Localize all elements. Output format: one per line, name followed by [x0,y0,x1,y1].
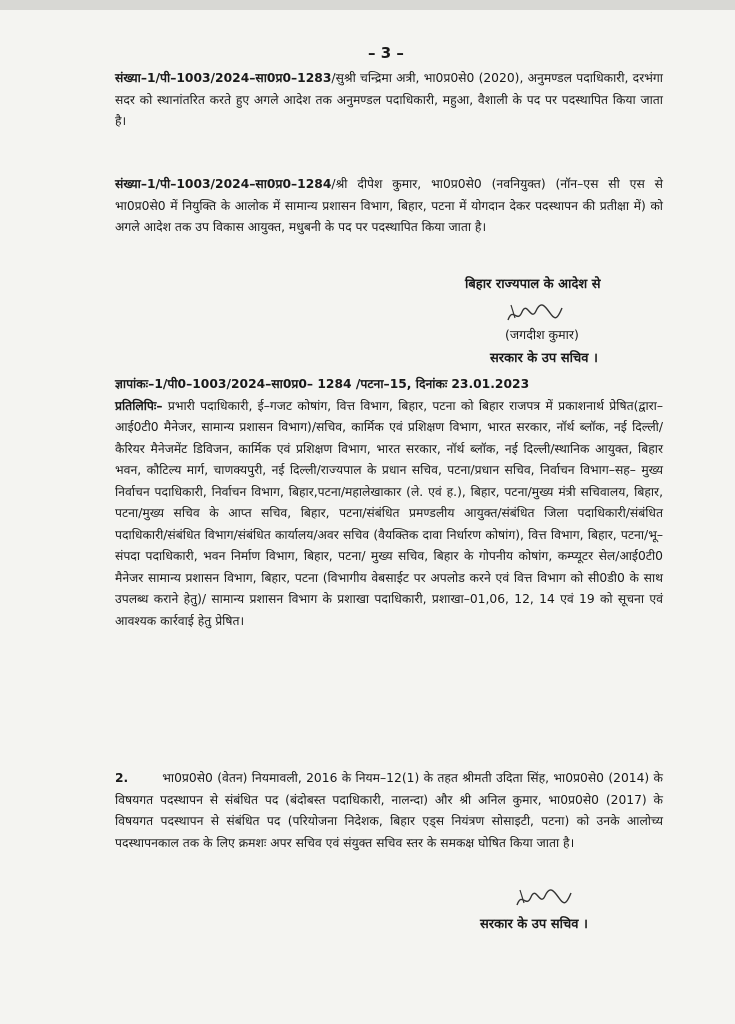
signature-mark [505,300,565,328]
paragraph-2-text: भा0प्र0से0 (वेतन) नियमावली, 2016 के नियम–12(1) के तहत श्रीमती उदिता सिंह, भा0प्र0से0 (2014) के विषयगत पदस्थापन से संबंधित पद (बंदोबस्त पदाधिकारी, नालन्दा) और श्री अनिल कुमार, भा0प्र0से0 (2017) के विषयगत पदस्थापन से संबंधित पद (परियोजना निदेशक, बिहार एड्स नियंत्रण सोसाइटी, पटना) को उनके आलोच्य पदस्थापनकाल तक के लिए क्रमशः अपर सचिव एवं संयुक्त सचिव स्तर के समकक्ष घोषित किया जाता है। [115,771,663,850]
authority-line: बिहार राज्यपाल के आदेश से [465,277,601,292]
copy-label: प्रतिलिपिः– [115,398,163,413]
designation-1: सरकार के उप सचिव । [490,351,598,366]
memo-date: 23.01.2023 [451,377,530,391]
memo-reference: ज्ञापांकः–1/पी0–1003/2024–सा0प्र0– 1284 /पटना–15, दिनांकः [115,377,448,391]
page-number: – 3 – [368,44,404,62]
paragraph-2 [115,768,663,854]
designation-2: सरकार के उप सचिव । [480,917,588,932]
order-1-text: /सुश्री चन्द्रिमा अत्री, भा0प्र0से0 (2020), अनुमण्डल पदाधिकारी, दरभंगा सदर को स्थानांतरित करते हुए अगले आदेश तक अनुमण्डल पदाधिकारी, महुआ, वैशाली के पद पर पदस्थापित किया जाता है। [115,71,663,128]
copy-text: प्रभारी पदाधिकारी, ई–गजट कोषांग, वित्त विभाग, बिहार, पटना को बिहार राजपत्र में प्रकाशनार्थ प्रेषित(द्वारा–आई0टी0 मैनेजर, सामान्य प्रशासन विभाग)/सचिव, कार्मिक एवं प्रशिक्षण विभाग, भारत सरकार, नॉर्थ ब्लॉक, नई दिल्ली/कैरियर मैनेजमेंट डिविजन, कार्मिक एवं प्रशिक्षण विभाग, भारत सरकार, नॉर्थ ब्लॉक, नई दिल्ली/स्थानिक आयुक्त, बिहार भवन, कौटिल्य मार्ग, चाणक्यपुरी, नई दिल्ली/राज्यपाल के प्रधान सचिव, पटना/प्रधान सचिव, निर्वाचन विभाग–सह– मुख्य निर्वाचन पदाधिकारी, निर्वाचन विभाग, बिहार,पटना/महालेखाकार (ले. एवं ह.), बिहार, पटना/मुख्य मंत्री सचिवालय, बिहार, पटना/मुख्य सचिव के आप्त सचिव, बिहार, पटना/संबंधित प्रमण्डलीय आयुक्त/संबंधित जिला पदाधिकारी/संबंधित पदाधिकारी/संबंधित विभाग/संबंधित कार्यालय/अवर सचिव (वैयक्तिक दावा निर्धारण कोषांग), वित्त विभाग, बिहार, पटना/भू–संपदा पदाधिकारी, भवन निर्माण विभाग, बिहार, पटना/ मुख्य सचिव, बिहार के गोपनीय कोषांग, कम्प्यूटर सेल/आई0टी0 मैनेजर सामान्य प्रशासन विभाग, बिहार, पटना (विभागीय वेबसाईट पर अपलोड करने एवं वित्त विभाग को सी0डी0 के साथ उपलब्ध कराने हेतु)/ सामान्य प्रशासन विभाग के प्रशाखा पदाधिकारी, प्रशाखा–01,06, 12, 14 एवं 19 को सूचना एवं आवश्यक कार्रवाई हेतु प्रेषित। [115,398,663,628]
order-paragraph-1 [115,68,663,133]
order-paragraph-2 [115,174,663,239]
order-1-reference: संख्या–1/पी–1003/2024–सा0प्र0–1283 [115,71,332,85]
signature-mark-2 [514,885,574,913]
paragraph-2-number: 2. [115,771,129,785]
signatory-name: (जगदीश कुमार) [505,327,579,342]
memo-paragraph [115,374,663,632]
order-2-reference: संख्या–1/पी–1003/2024–सा0प्र0–1284 [115,177,332,191]
top-edge [0,0,735,10]
order-2-text: /श्री दीपेश कुमार, भा0प्र0से0 (नवनियुक्त) (नॉन–एस सी एस से भा0प्र0से0 में नियुक्ति के आलोक में सामान्य प्रशासन विभाग, बिहार, पटना में योगदान देकर पदस्थापन की प्रतीक्षा में) को अगले आदेश तक उप विकास आयुक्त, मधुबनी के पद पर पदस्थापित किया जाता है। [115,177,663,234]
